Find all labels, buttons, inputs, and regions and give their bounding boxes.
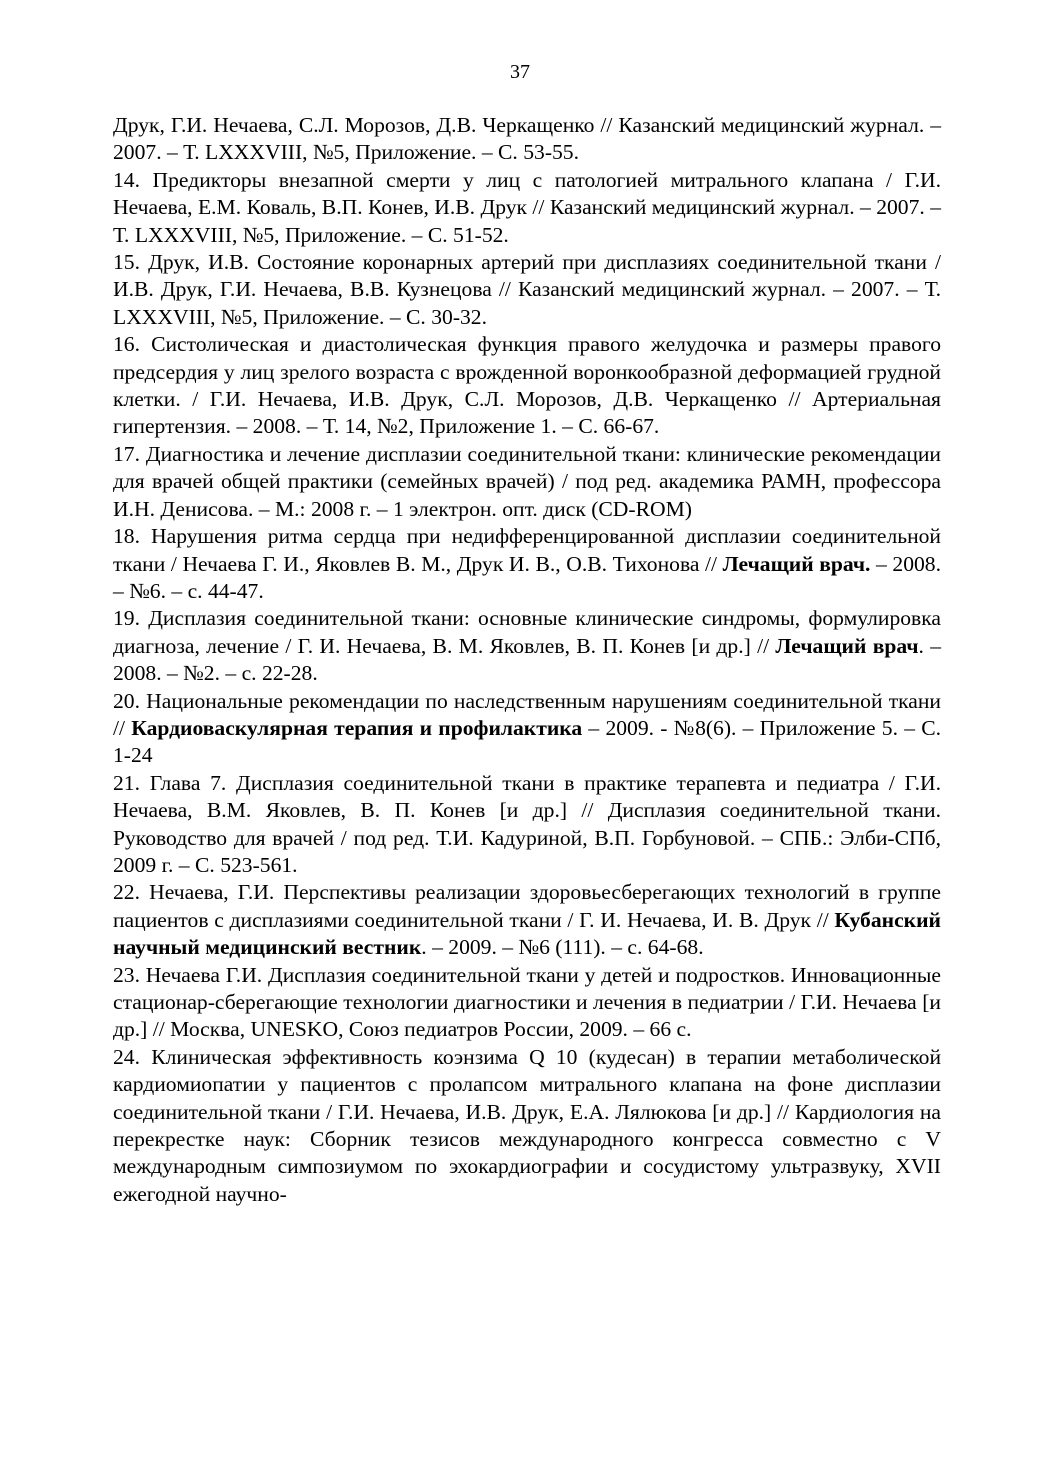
reference-text-post: – 2009. - №8(6). – Приложение 5. – С. 1-24 [113,715,942,768]
reference-item-20 [113,688,941,770]
reference-text-pre: Нарушения ритма сердца при недифференцированной дисплазии соединительной ткани / Нечаева Г. И., Яковлев В. М., Друк И. В., О.В. Тихонова // [113,524,941,576]
reference-number: 20. [113,688,140,713]
reference-number: 15. [113,250,140,275]
journal-title: Лечащий врач [775,633,919,658]
reference-item-24 [113,1044,941,1208]
reference-number: 17. [113,441,140,466]
reference-text: Систолическая и диастолическая функция правого желудочка и размеры правого предсердия у лиц зрелого возраста с врожденной воронкообразной деформацией грудной клетки. / Г.И. Нечаева, И.В. Друк, С.Л. Морозов, Д.В. Черкащенко // Артериальная гипертензия. – 2008. – Т. 14, №2, Приложение 1. – С. 66-67. [113,332,942,439]
reference-number: 23. [113,962,140,987]
reference-item-22 [113,879,941,961]
reference-text-post: – 2008. – №6. – с. 44-47. [113,551,941,603]
reference-item-15 [113,249,941,331]
reference-text-post: . – 2009. – №6 (111). – с. 64-68. [421,935,704,960]
reference-number: 24. [113,1044,140,1069]
reference-number: 19. [113,606,140,631]
reference-item-19 [113,605,941,687]
journal-title: Кардиоваскулярная терапия и профилактика [131,715,583,740]
reference-text: Нечаева Г.И. Дисплазия соединительной ткани у детей и подростков. Инновационные стационар-сберегающие технологии диагностики и лечения в педиатрии / Г.И. Нечаева [и др.] // Москва, UNESKO, Союз педиатров России, 2009. – 66 с. [113,962,941,1042]
reference-number: 14. [113,167,140,192]
journal-title: Кубанский научный медицинский вестник [113,907,941,960]
reference-text-pre: Национальные рекомендации по наследственным нарушениям соединительной ткани // [113,688,941,740]
reference-list [113,112,941,1208]
reference-item-14 [113,167,941,249]
journal-title: Лечащий врач. [722,551,871,576]
reference-text-pre: Дисплазия соединительной ткани: основные клинические синдромы, формулировка диагноза, лечение / Г. И. Нечаева, В. М. Яковлев, В. П. Конев [и др.] // [113,606,941,658]
page-number: 37 [510,61,530,83]
reference-item-18 [113,523,941,605]
reference-item-17 [113,441,941,523]
reference-item-16 [113,331,941,441]
reference-text-post: . – 2008. – №2. – с. 22-28. [113,633,941,686]
reference-item-21 [113,770,941,880]
reference-text: Друк, Г.И. Нечаева, С.Л. Морозов, Д.В. Черкащенко // Казанский медицинский журнал. – 2007. – Т. LXXXVIII, №5, Приложение. – С. 53-55. [113,113,941,165]
reference-number: 18. [113,524,140,549]
reference-text: Диагностика и лечение дисплазии соединительной ткани: клинические рекомендации для врачей общей практики (семейных врачей) / под ред. академика РАМН, профессора И.Н. Денисова. – М.: 2008 г. – 1 электрон. опт. диск (CD-ROM) [113,441,941,521]
reference-number: 21. [113,770,140,795]
reference-text: Глава 7. Дисплазия соединительной ткани в практике терапевта и педиатра / Г.И. Нечаева, В.М. Яковлев, В. П. Конев [и др.] // Дисплазия соединительной ткани. Руководство для врачей / под ред. Т.И. Кадуриной, В.П. Горбуновой. – СПБ.: Элби-СПб, 2009 г. – С. 523-561. [113,770,941,877]
reference-text-pre: Нечаева, Г.И. Перспективы реализации здоровьесберегающих технологий в группе пациентов с дисплазиями соединительной ткани / Г. И. Нечаева, И. В. Друк // [113,880,941,932]
reference-continuation [113,112,941,167]
reference-item-23 [113,962,941,1044]
reference-number: 16. [113,332,140,357]
reference-text: Клиническая эффективность коэнзима Q 10 (кудесан) в терапии метаболической кардиомиопатии у пациентов с пролапсом митрального клапана на фоне дисплазии соединительной ткани / Г.И. Нечаева, И.В. Друк, Е.А. Лялюкова [и др.] // Кардиология на перекрестке наук: Сборник тезисов международного конгресса совместно с V международным симпозиумом по эхокардиографии и сосудистому ультразвуку, XVII ежегодной научно- [113,1044,941,1206]
reference-text: Друк, И.В. Состояние коронарных артерий при дисплазиях соединительной ткани / И.В. Друк, Г.И. Нечаева, В.В. Кузнецова // Казанский медицинский журнал. – 2007. – Т. LXXXVIII, №5, Приложение. – С. 30-32. [113,250,942,329]
reference-text: Предикторы внезапной смерти у лиц с патологией митрального клапана / Г.И. Нечаева, Е.М. Коваль, В.П. Конев, И.В. Друк // Казанский медицинский журнал. – 2007. – Т. LXXXVIII, №5, Приложение. – С. 51-52. [113,167,942,247]
reference-number: 22. [113,880,140,905]
